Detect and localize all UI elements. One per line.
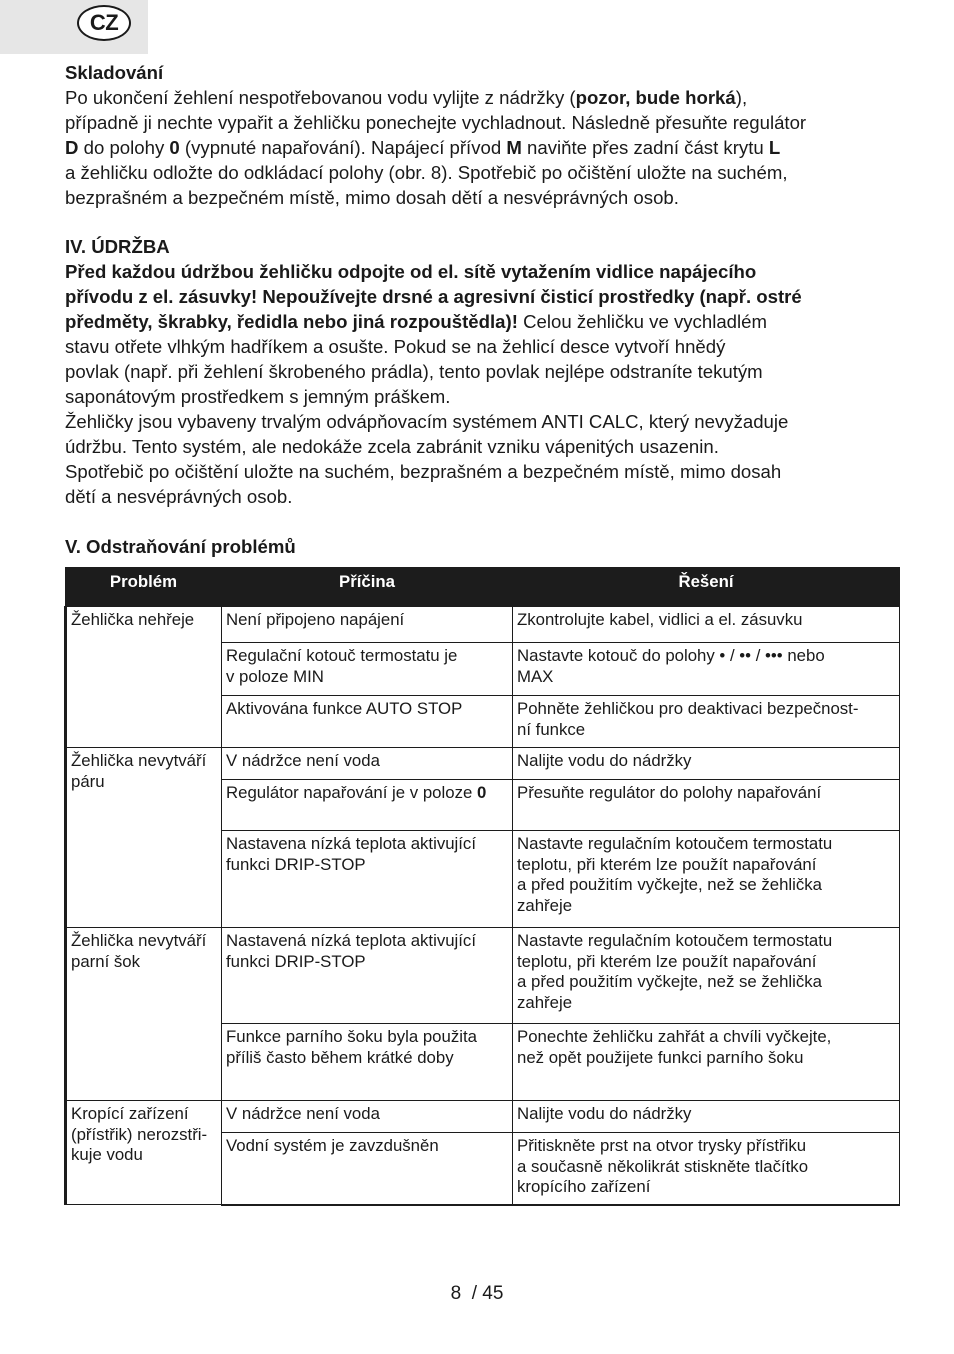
column-header-cause: Příčina bbox=[222, 568, 513, 607]
solution-cell bbox=[513, 1101, 900, 1133]
column-header-problem: Problém bbox=[66, 568, 222, 607]
cell-text: a před použitím vyčkejte, než se žehlička bbox=[517, 972, 823, 991]
cell-text: příliš často během krátké doby bbox=[226, 1047, 454, 1067]
cell-text: Nalijte vodu do nádržky bbox=[517, 751, 692, 770]
text-run: případně ji nechte vypařit a žehličku ponechejte vychladnout. Následně přesuňte regulátor bbox=[65, 112, 807, 133]
text-run: ), bbox=[735, 87, 748, 108]
text-run: dětí a nesvéprávných osob. bbox=[65, 486, 293, 507]
bold-text: přívodu z el. zásuvky! Nepoužívejte drsné a agresivní čisticí prostředky (např. ostré bbox=[65, 286, 802, 307]
text-run: do polohy bbox=[78, 137, 170, 158]
cause-cell bbox=[222, 643, 513, 696]
storage-line bbox=[65, 135, 897, 160]
text-run: (vypnuté napařování). Napájecí přívod bbox=[179, 137, 507, 158]
table-row bbox=[66, 607, 900, 643]
bold-text: Před každou údržbou žehličku odpojte od el. sítě vytažením vidlice napájecího bbox=[65, 261, 757, 282]
text-run: údržbu. Tento systém, ale nedokáže zcela zabránit vzniku vápenitých usazenin. bbox=[65, 436, 719, 457]
cell-text: Nastavte regulačním kotoučem termostatu bbox=[517, 834, 833, 853]
text-run: bezprašném a bezpečném místě, mimo dosah dětí a nesvéprávných osob. bbox=[65, 187, 679, 208]
cell-text: teplotu, při kterém lze použít napařování bbox=[517, 951, 817, 971]
maintenance-line bbox=[65, 484, 897, 509]
problem-cell: Kropící zařízení (přístřik) nerozstři-kuje vodu bbox=[66, 1101, 222, 1205]
cell-text: zahřeje bbox=[517, 895, 573, 915]
solution-cell bbox=[513, 780, 900, 831]
troubleshooting-heading: V. Odstraňování problémů bbox=[65, 536, 296, 557]
maintenance-line bbox=[65, 409, 897, 434]
cause-cell bbox=[222, 928, 513, 1024]
cell-text: teplotu, při kterém lze použít napařování bbox=[517, 854, 817, 874]
cell-text: kropícího zařízení bbox=[517, 1177, 651, 1196]
storage-line bbox=[65, 85, 897, 110]
bold-text: předměty, škrabky, ředidla nebo jiná rozpouštědla)! bbox=[65, 311, 518, 332]
solution-cell bbox=[513, 1133, 900, 1205]
text-run: saponátovým prostředkem s jemným práškem. bbox=[65, 386, 451, 407]
maintenance-line bbox=[65, 284, 897, 309]
cell-text: Aktivována funkce AUTO STOP bbox=[226, 699, 463, 718]
cell-text: Vodní systém je zavzdušněn bbox=[226, 1136, 439, 1155]
cell-text: Regulátor napařování je v poloze bbox=[226, 783, 477, 802]
cell-text: Nastavte kotouč do polohy • / •• / ••• nebo bbox=[517, 646, 825, 665]
maintenance-line bbox=[65, 359, 897, 384]
storage-line bbox=[65, 185, 897, 210]
cell-text: Není připojeno napájení bbox=[226, 610, 405, 629]
maintenance-line bbox=[65, 459, 897, 484]
maintenance-line bbox=[65, 309, 897, 334]
cell-text: V nádržce není voda bbox=[226, 1104, 380, 1123]
cause-cell bbox=[222, 1024, 513, 1101]
cell-text: Ponechte žehličku zahřát a chvíli vyčkejte, bbox=[517, 1027, 832, 1046]
table-row bbox=[66, 1101, 900, 1133]
bold-text: D bbox=[65, 137, 79, 158]
table-row bbox=[66, 928, 900, 1024]
solution-cell bbox=[513, 928, 900, 1024]
cause-cell bbox=[222, 696, 513, 748]
cell-text: Nastavena nízká teplota aktivující bbox=[226, 834, 476, 853]
page-content bbox=[65, 60, 897, 559]
cell-text: Přitiskněte prst na otvor trysky přístřiku bbox=[517, 1136, 807, 1155]
cell-text: v poloze MIN bbox=[226, 666, 324, 686]
table-row bbox=[66, 748, 900, 780]
bold-text: pozor, bude horká bbox=[575, 87, 736, 108]
cause-cell bbox=[222, 780, 513, 831]
text-run: povlak (např. při žehlení škrobeného prádla), tento povlak nejlépe odstraníte tekutým bbox=[65, 361, 763, 382]
maintenance-line bbox=[65, 334, 897, 359]
storage-paragraph bbox=[65, 85, 897, 210]
maintenance-paragraph bbox=[65, 259, 897, 509]
cell-text: a současně několikrát stiskněte tlačítko bbox=[517, 1156, 809, 1176]
cause-cell bbox=[222, 748, 513, 780]
cause-cell bbox=[222, 1101, 513, 1133]
text-run: Po ukončení žehlení nespotřebovanou vodu vylijte z nádržky ( bbox=[65, 87, 576, 108]
cell-text: Zkontrolujte kabel, vidlici a el. zásuvku bbox=[517, 610, 803, 629]
solution-cell bbox=[513, 831, 900, 928]
cell-text: Nastavená nízká teplota aktivující bbox=[226, 931, 476, 950]
language-tab bbox=[0, 0, 148, 54]
maintenance-line bbox=[65, 384, 897, 409]
cell-text: ní funkce bbox=[517, 719, 586, 739]
cell-text: MAX bbox=[517, 666, 554, 686]
cell-text: Regulační kotouč termostatu je bbox=[226, 646, 458, 665]
problem-cell: Žehlička nevytváří páru bbox=[66, 748, 222, 928]
troubleshooting-table bbox=[64, 567, 900, 1206]
cell-text: a před použitím vyčkejte, než se žehlička bbox=[517, 875, 823, 894]
maintenance-line bbox=[65, 434, 897, 459]
solution-cell bbox=[513, 748, 900, 780]
problem-cell: Žehlička nevytváří parní šok bbox=[66, 928, 222, 1101]
table-header-row bbox=[66, 568, 900, 607]
page-number: 8 / 45 bbox=[450, 1283, 504, 1304]
storage-line bbox=[65, 110, 897, 135]
cell-text: funkci DRIP-STOP bbox=[226, 854, 366, 874]
bold-text: L bbox=[768, 137, 781, 158]
cell-text: V nádržce není voda bbox=[226, 751, 380, 770]
column-header-solution: Řešení bbox=[513, 568, 900, 607]
bold-text: 0 bbox=[476, 783, 487, 802]
cell-text: zahřeje bbox=[517, 992, 573, 1012]
maintenance-heading: IV. ÚDRŽBA bbox=[65, 236, 170, 257]
cell-text: funkci DRIP-STOP bbox=[226, 951, 366, 971]
bold-text: M bbox=[506, 137, 522, 158]
text-run: stavu otřete vlhkým hadříkem a osušte. Pokud se na žehlicí desce vytvoří hnědý bbox=[65, 336, 726, 357]
text-run: a žehličku odložte do odkládací polohy (obr. 8). Spotřebič po očištění uložte na suchém, bbox=[65, 162, 788, 183]
text-run: Žehličky jsou vybaveny trvalým odvápňovacím systémem ANTI CALC, který nevyžaduje bbox=[65, 411, 789, 432]
storage-heading: Skladování bbox=[65, 62, 164, 83]
bold-text: 0 bbox=[169, 137, 180, 158]
cell-text: Nastavte regulačním kotoučem termostatu bbox=[517, 931, 833, 950]
cell-text: Pohněte žehličkou pro deaktivaci bezpečnost- bbox=[517, 699, 859, 718]
language-badge: CZ bbox=[77, 5, 131, 41]
cell-text: Přesuňte regulátor do polohy napařování bbox=[517, 783, 822, 802]
cause-cell bbox=[222, 1133, 513, 1205]
cause-cell bbox=[222, 607, 513, 643]
solution-cell bbox=[513, 607, 900, 643]
problem-cell: Žehlička nehřeje bbox=[66, 607, 222, 748]
text-run: Spotřebič po očištění uložte na suchém, bezprašném a bezpečném místě, mimo dosah bbox=[65, 461, 782, 482]
page-total: 45 bbox=[482, 1283, 504, 1304]
text-run: naviňte přes zadní část krytu bbox=[521, 137, 769, 158]
cell-text: Funkce parního šoku byla použita bbox=[226, 1027, 477, 1046]
solution-cell bbox=[513, 696, 900, 748]
page-current: 8 bbox=[450, 1283, 462, 1304]
cause-cell bbox=[222, 831, 513, 928]
maintenance-line bbox=[65, 259, 897, 284]
solution-cell bbox=[513, 1024, 900, 1101]
text-run: Celou žehličku ve vychladlém bbox=[517, 311, 767, 332]
cell-text: než opět použijete funkci parního šoku bbox=[517, 1047, 804, 1067]
cell-text: Nalijte vodu do nádržky bbox=[517, 1104, 692, 1123]
solution-cell bbox=[513, 643, 900, 696]
storage-line bbox=[65, 160, 897, 185]
